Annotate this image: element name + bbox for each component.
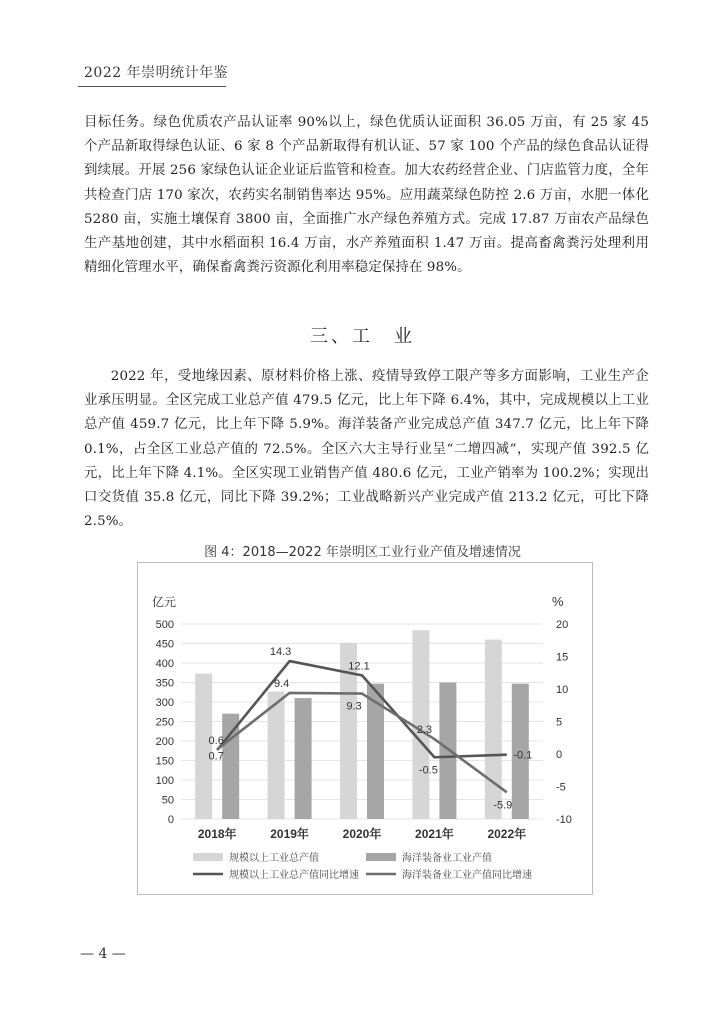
yearbook-header: 2022 年崇明统计年鉴 — [84, 65, 229, 81]
y-right-tick-label: 5 — [556, 716, 563, 729]
y-left-tick-label: 400 — [155, 658, 174, 670]
legend-label: 规模以上工业总产值同比增速 — [229, 870, 359, 881]
legend-label: 海洋装备业工业产值 — [402, 853, 492, 864]
page-number: — 4 — — [80, 946, 126, 962]
bar-above-scale-output — [485, 640, 502, 819]
y-right-tick-label: 15 — [556, 651, 569, 664]
x-category-label: 2022年 — [487, 827, 527, 841]
data-label: 2.3 — [416, 724, 433, 737]
y-left-tick-label: 500 — [155, 619, 174, 631]
section-title: 三、工 业 — [310, 326, 415, 347]
bar-above-scale-output — [268, 691, 285, 819]
y-left-tick-label: 250 — [155, 716, 174, 729]
y-right-tick-label: 20 — [556, 619, 569, 631]
legend-swatch — [366, 853, 396, 861]
y-left-tick-label: 300 — [155, 697, 174, 709]
data-label: 0.6 — [208, 735, 224, 748]
y-right-axis-label: % — [552, 594, 564, 609]
y-left-tick-label: 100 — [155, 775, 174, 787]
y-left-tick-label: 200 — [155, 736, 174, 748]
data-label: 12.1 — [348, 660, 370, 673]
y-right-tick-label: -10 — [556, 814, 572, 826]
x-category-label: 2021年 — [415, 827, 454, 841]
chart-container — [137, 562, 593, 895]
data-label: 9.4 — [273, 677, 290, 690]
y-right-tick-label: 0 — [556, 749, 563, 761]
data-label: 9.3 — [346, 700, 362, 713]
legend-label: 海洋装备业工业产值同比增速 — [402, 870, 532, 881]
line-marine-equipment-growth — [217, 693, 507, 792]
data-label: 0.7 — [208, 750, 224, 763]
x-category-label: 2019年 — [270, 827, 309, 841]
data-label: -5.9 — [493, 799, 513, 812]
y-left-tick-label: 0 — [167, 814, 174, 826]
legend-swatch — [193, 853, 223, 861]
y-left-axis-label: 亿元 — [152, 595, 177, 609]
data-label: 14.3 — [269, 646, 292, 659]
data-label: -0.1 — [513, 749, 533, 762]
paragraph-agriculture: 目标任务。绿色优质农产品认证率 90%以上，绿色优质认证面积 36.05 万亩，有 25 家 45 个产品新取得绿色认证、6 家 8 个产品新取得有机认证、57 家 100 个产品的绿色食品认证得到续展。开展 256 家绿色认证企业证后监管和检查。加大农药经营企业、门店监管力度，全年共检查门店 170 家次，农药实名制销售率达 95%。应用蔬菜绿色防控 2.6 万亩，水肥一体化 5280 亩，实施土壤保育 3800 亩，全面推广水产绿色养殖方式。完成 17.87 万亩农产品绿色生产基地创建，其中水稻面积 16.4 万亩，水产养殖面积 1.47 万亩。提高畜禽粪污处理利用精细化管理水平，确保畜禽粪污资源化利用率稳定保持在 98%。 — [84, 115, 649, 276]
legend-label: 规模以上工业总产值 — [229, 853, 319, 864]
y-left-tick-label: 50 — [161, 794, 174, 807]
bar-marine-equipment-output — [295, 698, 312, 819]
bar-marine-equipment-output — [439, 683, 456, 820]
data-label: -0.5 — [418, 764, 438, 777]
figure-caption: 图 4：2018—2022 年崇明区工业行业产值及增速情况 — [204, 545, 521, 560]
y-right-tick-label: -5 — [556, 781, 566, 794]
header-rule — [78, 86, 226, 87]
bar-marine-equipment-output — [367, 684, 384, 819]
y-right-tick-label: 10 — [556, 684, 569, 696]
bar-marine-equipment-output — [222, 714, 239, 819]
y-left-tick-label: 350 — [155, 677, 174, 690]
x-category-label: 2018年 — [197, 827, 237, 841]
paragraph-industry: 2022 年，受地缘因素、原材料价格上涨、疫情导致停工限产等多方面影响，工业生产企业承压明显。全区完成工业总产值 479.5 亿元，比上年下降 6.4%，其中，完成规模以上工业总产值 459.7 亿元，比上年下降 5.9%。海洋装备产业完成总产值 347.7 亿元，比上年下降 0.1%，占全区工业总产值的 72.5%。全区六大主导行业呈“二增四减”，实现产值 392.5 亿元，比上年下降 4.1%。全区实现工业销售产值 480.6 亿元，工业产销率为 100.2%；实现出口交货值 35.8 亿元，同比下降 39.2%；工业战略新兴产业完成产值 213.2 亿元，可比下降 2.5%。 — [84, 369, 649, 530]
industry-chart — [138, 563, 592, 894]
y-left-tick-label: 150 — [155, 755, 174, 768]
y-left-tick-label: 450 — [155, 638, 174, 651]
line-above-scale-growth — [217, 661, 507, 757]
x-category-label: 2020年 — [342, 827, 382, 841]
